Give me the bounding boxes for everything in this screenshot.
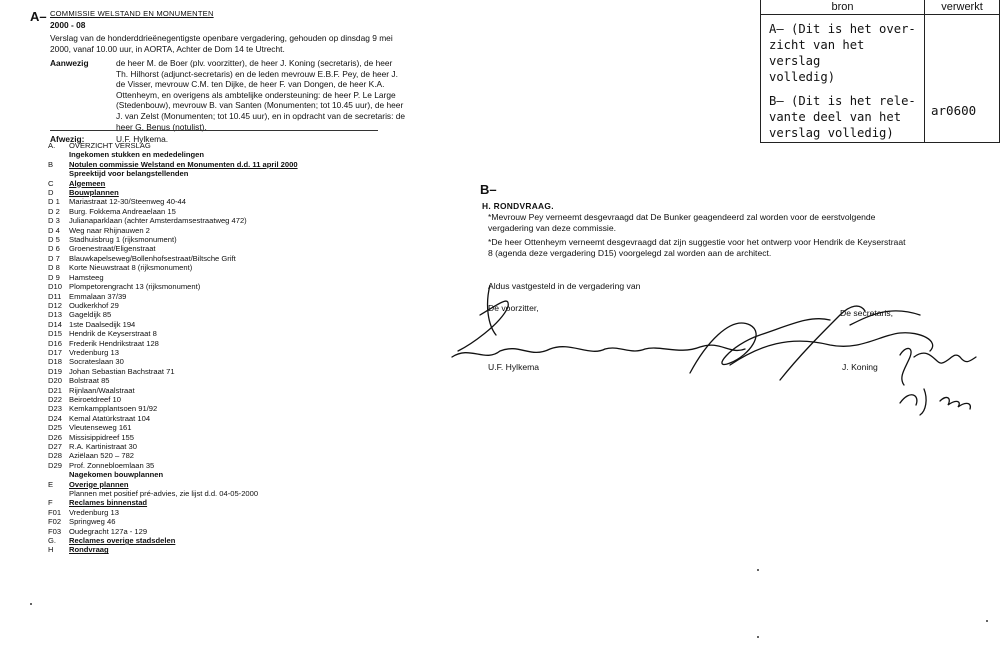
agenda-item (48, 461, 378, 470)
agenda-code (48, 150, 69, 159)
agenda-text: Algemeen (69, 178, 106, 188)
agenda-text: R.A. Kartinistraat 30 (69, 442, 137, 451)
agenda-item (48, 320, 378, 329)
agenda-text: Hendrik de Keyserstraat 8 (69, 329, 157, 339)
secretary-name: J. Koning (842, 362, 878, 372)
agenda-item (48, 489, 378, 498)
agenda-text: 1ste Daalsedijk 194 (69, 319, 136, 329)
cell-bron (760, 15, 925, 143)
agenda-item (48, 395, 378, 404)
agenda-text: Bolstraat 85 (69, 376, 110, 386)
agenda-text: Vleutenseweg 161 (69, 423, 132, 433)
agenda-item (48, 414, 378, 423)
agenda-text: OVERZICHT VERSLAG (69, 141, 151, 150)
agenda-code: F02 (48, 517, 62, 527)
present-text: de heer M. de Boer (plv. voorzitter), de heer J. Koning (secretaris), de heer Th. Hilhorst (adjunct-secretaris) en de leden mevrouw E.B.F. Pey, de heer J. de Visser, mevrouw C.M. ten Dijke, de heer F. van Dongen, de heer K.A. Ottenheym, en overigens als ambtelijke ondersteuning: de heer P. Le Large (Stedenbouw), mevrouw B. van Santen (Monumenten; tot 10.45 uur), de heer J. van Zelst (Monumenten; tot 10.45 uur), en in opdracht van de secretaris: de heer G. Benus (notulist). (116, 58, 406, 132)
agenda-item (48, 386, 378, 395)
agenda-code: D 1 (48, 197, 60, 207)
absent-label: Afwezig: (50, 134, 85, 145)
agenda-text: Emmalaan 37/39 (69, 291, 127, 301)
agenda-text: Reclames overige stadsdelen (69, 536, 176, 546)
agenda-text: Vredenburg 13 (69, 507, 119, 517)
agenda-item (48, 235, 378, 244)
agenda-code: F01 (48, 507, 62, 517)
agenda-text: Kemkampplantsoen 91/92 (69, 404, 158, 414)
agenda-item (48, 273, 378, 282)
agenda-text: Missisippidreef 155 (69, 432, 134, 442)
agenda-item (48, 188, 378, 197)
agenda-code: D 2 (48, 206, 60, 216)
agenda-item (48, 376, 378, 385)
agenda-code: D20 (48, 376, 62, 386)
agenda-text: Hamsteeg (69, 272, 104, 282)
absent-text: U.F. Hylkema. (116, 134, 169, 145)
agenda-code: D 4 (48, 225, 60, 235)
agenda-text: Oudkerkhof 29 (69, 300, 119, 310)
agenda-code: D13 (48, 310, 62, 320)
agenda-item (48, 179, 378, 188)
agenda-text: Bouwplannen (69, 188, 119, 198)
agenda-item (48, 451, 378, 460)
agenda-item (48, 282, 378, 291)
agenda-code: B (48, 159, 54, 169)
agenda-code: F03 (48, 526, 62, 536)
agenda-code: D15 (48, 329, 62, 339)
agenda-text: Rijnlaan/Waalstraat (69, 385, 135, 395)
agenda-code: D28 (48, 451, 62, 461)
agenda-item (48, 197, 378, 206)
agenda-code (48, 470, 69, 479)
agenda-item (48, 254, 378, 263)
agenda-code: D (48, 188, 54, 198)
agenda-text: Overige plannen (69, 479, 129, 489)
agenda-code: D16 (48, 338, 62, 348)
agenda-text: Nagekomen bouwplannen (69, 470, 164, 480)
agenda-text: Beiroetdreef 10 (69, 394, 121, 404)
agenda-text: Spreektijd voor belangstellenden (69, 169, 189, 179)
agenda-item (48, 339, 378, 348)
agenda-code: D29 (48, 460, 62, 470)
scan-speck (30, 603, 32, 605)
scan-speck (757, 569, 759, 571)
agenda-item (48, 442, 378, 451)
agenda-item (48, 141, 378, 150)
agenda-code: D25 (48, 423, 62, 433)
agenda-text: Blauwkapelseweg/Bollenhofsestraat/Biltsche Grift (69, 253, 236, 263)
agenda-code: D27 (48, 442, 62, 451)
agenda-code: D21 (48, 385, 62, 395)
agenda-code: D 5 (48, 235, 60, 245)
present-row (50, 58, 410, 132)
agenda-text: Socrateslaan 30 (69, 357, 124, 367)
agenda-text: Ingekomen stukken en mededelingen (69, 150, 205, 160)
agenda-code: D10 (48, 282, 62, 292)
agenda-text: Julianaparklaan (achter Amsterdamsestraatweg 472) (69, 216, 247, 226)
agenda-code: D 3 (48, 216, 60, 226)
chair-name: U.F. Hylkema (488, 362, 540, 372)
agenda-item (48, 169, 378, 178)
bron-b-line: verslag volledig) (769, 126, 894, 140)
agenda-text: Prof. Zonnebloemlaan 35 (69, 460, 155, 470)
agenda-text: Frederik Hendrikstraat 128 (69, 338, 159, 348)
agenda-text: Gageldijk 85 (69, 310, 112, 320)
agenda-item (48, 207, 378, 216)
agenda-text: Rondvraag (69, 545, 109, 555)
bron-a-line: zicht van het verslag (769, 38, 865, 68)
agenda-item (48, 423, 378, 432)
agenda-code: D11 (48, 291, 62, 301)
agenda-item (48, 310, 378, 319)
commission-title: COMMISSIE WELSTAND EN MONUMENTEN (50, 9, 214, 18)
agenda-code: D 9 (48, 272, 60, 282)
agenda-code: A. (48, 141, 56, 150)
agenda-text: Mariastraat 12-30/Steenweg 40-44 (69, 197, 186, 207)
adopted-text: Aldus vastgesteld in de vergadering van (488, 281, 641, 291)
agenda-list (48, 141, 378, 555)
rondvraag-item: *Mevrouw Pey verneemt desgevraagd dat De Bunker geagendeerd zal worden voor de eerstvolgende vergadering van deze commissie. (488, 212, 876, 233)
agenda-text: Reclames binnenstad (69, 498, 148, 508)
agenda-code: D12 (48, 300, 62, 310)
bron-b-note (769, 93, 920, 141)
agenda-text: Plannen met positief pré-advies, zie lijst d.d. 04-05-2000 (69, 489, 259, 499)
handwritten-signatures (430, 285, 1000, 425)
agenda-item (48, 292, 378, 301)
agenda-item (48, 244, 378, 253)
column-header-bron: bron (760, 0, 925, 15)
agenda-code (48, 169, 69, 178)
agenda-item (48, 150, 378, 159)
agenda-item (48, 498, 378, 507)
agenda-item (48, 480, 378, 489)
agenda-item (48, 226, 378, 235)
rondvraag-heading: H. RONDVRAAG. (482, 201, 554, 211)
bron-a-line: volledig) (769, 70, 836, 84)
agenda-item (48, 348, 378, 357)
archive-code: ar0600 (931, 103, 977, 118)
agenda-code: E (48, 479, 54, 489)
agenda-code: D17 (48, 347, 62, 357)
agenda-item (48, 536, 378, 545)
agenda-text: Korte Nieuwstraat 8 (rijksmonument) (69, 263, 193, 273)
agenda-text: Weg naar Rhijnauwen 2 (69, 225, 150, 235)
agenda-code: C (48, 178, 54, 188)
agenda-item (48, 470, 378, 479)
cell-verwerkt (925, 15, 1000, 143)
agenda-code: D 7 (48, 253, 60, 263)
agenda-item (48, 527, 378, 536)
agenda-item (48, 329, 378, 338)
section-marker-a: A– (30, 9, 47, 24)
bron-a-line: A– (Dit is het over- (769, 22, 916, 36)
agenda-text: Stadhuisbrug 1 (rijksmonument) (69, 235, 177, 245)
intro-text: Verslag van de honderddrieënegentigste openbare vergadering, gehouden op dinsdag 9 mei 2000, vanaf 10.00 uur, in AORTA, Achter de Dom 14 te Utrecht. (50, 33, 393, 54)
agenda-text: Vredenburg 13 (69, 347, 119, 357)
section-marker-b: B– (480, 182, 497, 197)
agenda-code: H (48, 545, 54, 555)
agenda-code: D23 (48, 404, 62, 414)
agenda-code: D 8 (48, 263, 60, 273)
agenda-item (48, 545, 378, 554)
agenda-code: G. (48, 536, 57, 546)
agenda-code: D24 (48, 413, 62, 423)
agenda-code (48, 489, 69, 498)
divider-line (50, 130, 378, 131)
agenda-code: D22 (48, 394, 62, 404)
chair-label: De voorzitter, (488, 303, 539, 313)
agenda-text: Aziëlaan 520 – 782 (69, 451, 135, 461)
rondvraag-item: *De heer Ottenheym verneemt desgevraagd dat zijn suggestie voor het ontwerp voor Hendrik de Keyserstraat 8 (agenda deze vergadering D15) voorgelegd zal worden aan de architect. (488, 237, 906, 258)
agenda-item (48, 263, 378, 272)
column-header-verwerkt: verwerkt (925, 0, 1000, 15)
attendance-block (50, 58, 410, 145)
agenda-text: Kemal Atatürkstraat 104 (69, 413, 151, 423)
scan-speck (986, 620, 988, 622)
present-label: Aanwezig (50, 58, 89, 68)
agenda-item (48, 160, 378, 169)
agenda-code: D26 (48, 432, 62, 442)
agenda-item (48, 301, 378, 310)
agenda-code: D19 (48, 366, 62, 376)
agenda-text: Notulen commissie Welstand en Monumenten d.d. 11 april 2000 (69, 159, 298, 169)
agenda-code: D 6 (48, 244, 60, 254)
agenda-code: D18 (48, 357, 62, 367)
agenda-item (48, 357, 378, 366)
agenda-text: Groenestraat/Eligenstraat (69, 244, 156, 254)
bron-a-note (769, 21, 920, 85)
agenda-item (48, 367, 378, 376)
secretary-label: De secretaris, (840, 308, 894, 318)
agenda-text: Johan Sebastian Bachstraat 71 (69, 366, 175, 376)
scan-speck (757, 636, 759, 638)
agenda-text: Springweg 46 (69, 517, 116, 527)
agenda-item (48, 216, 378, 225)
bron-b-line: B– (Dit is het rele- (769, 94, 916, 108)
agenda-text: Plompetorengracht 13 (rijksmonument) (69, 282, 201, 292)
document-number: 2000 - 08 (50, 20, 86, 30)
agenda-item (48, 404, 378, 413)
bron-b-line: vante deel van het (769, 110, 902, 124)
agenda-text: Burg. Fokkema Andreaelaan 15 (69, 206, 176, 216)
agenda-item (48, 433, 378, 442)
agenda-item (48, 517, 378, 526)
agenda-item (48, 508, 378, 517)
agenda-code: D14 (48, 319, 62, 329)
agenda-code: F (48, 498, 53, 508)
agenda-text: Oudegracht 127a - 129 (69, 526, 148, 536)
reference-table (760, 0, 1000, 143)
